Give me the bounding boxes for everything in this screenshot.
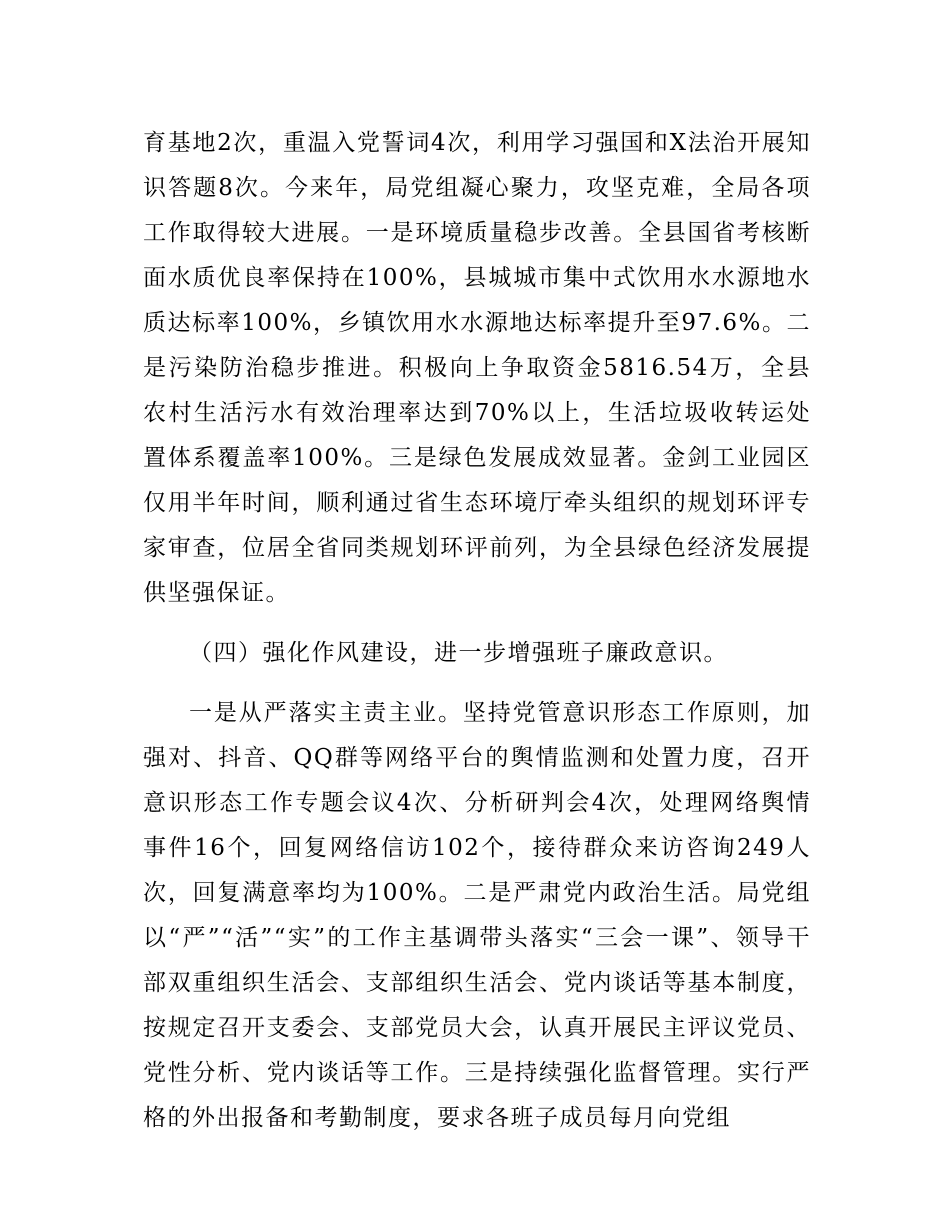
section-heading: （四）强化作风建设，进一步增强班子廉政意识。 [189, 640, 728, 666]
document-body [143, 121, 811, 1141]
body-paragraph: 一是从严落实主责主业。坚持党管意识形态工作原则，加强对、抖音、QQ群等网络平台的舆情监测和处置力度，召开意识形态工作专题会议4次、分析研判会4次，处理网络舆情事件16个，回复网络信访102个，接待群众来访咨询249人次，回复满意率均为100%。二是严肃党内政治生活。局党组以“严”“活”“实”的工作主基调带头落实“三会一课”、领导干部双重组织生活会、支部组织生活会、党内谈话等基本制度，按规定召开支委会、支部党员大会，认真开展民主评议党员、党性分析、党内谈话等工作。三是持续强化监督管理。实行严格的外出报备和考勤制度，要求各班子成员每月向党组 [143, 700, 811, 1131]
body-paragraph-continued: 育基地2次，重温入党誓词4次，利用学习强国和X法治开展知识答题8次。今来年，局党组凝心聚力，攻坚克难，全局各项工作取得较大进展。一是环境质量稳步改善。全县国省考核断面水质优良率保持在100%，县城城市集中式饮用水水源地水质达标率100%，乡镇饮用水水源地达标率提升至97.6%。二是污染防治稳步推进。积极向上争取资金5816.54万，全县农村生活污水有效治理率达到70%以上，生活垃圾收转运处置体系覆盖率100%。三是绿色发展成效显著。金剑工业园区仅用半年时间，顺利通过省生态环境厅牵头组织的规划环评专家审查，位居全省同类规划环评前列，为全县绿色经济发展提供坚强保证。 [143, 130, 811, 606]
